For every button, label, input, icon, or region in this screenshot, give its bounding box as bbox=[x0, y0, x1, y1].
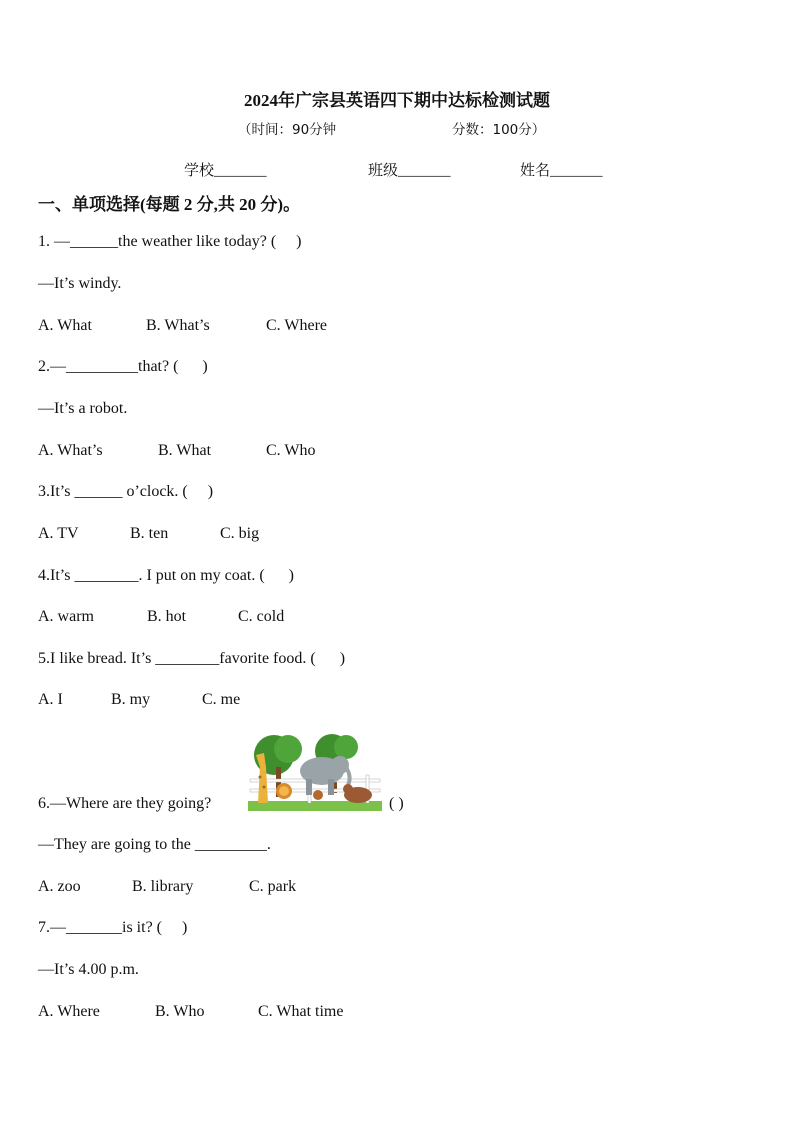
question-5-stem: 5.I like bread. It’s ________favorite food. ( ) bbox=[38, 650, 346, 667]
question-2-option-a: A. What’s bbox=[38, 442, 103, 459]
question-7-option-b: B. Who bbox=[155, 1003, 205, 1020]
question-7-answer: —It’s 4.00 p.m. bbox=[38, 961, 139, 978]
question-2-option-b: B. What bbox=[158, 442, 212, 459]
question-4-option-b: B. hot bbox=[147, 608, 187, 625]
question-6-option-c: C. park bbox=[249, 878, 297, 895]
question-6-stem: 6.—Where are they going? bbox=[38, 795, 212, 812]
time-limit: （时间：90分钟 bbox=[238, 122, 337, 138]
question-3-option-b: B. ten bbox=[130, 525, 169, 542]
question-3-option-c: C. big bbox=[220, 525, 260, 542]
question-1-answer: —It’s windy. bbox=[38, 275, 122, 292]
question-2-stem: 2.—_________that? ( ) bbox=[38, 358, 208, 375]
question-4-option-a: A. warm bbox=[38, 608, 94, 625]
question-6-option-a: A. zoo bbox=[38, 878, 81, 895]
question-5-option-c: C. me bbox=[202, 691, 241, 708]
question-3-stem: 3.It’s ______ o’clock. ( ) bbox=[38, 483, 214, 500]
question-7-stem: 7.—_______is it? ( ) bbox=[38, 919, 188, 936]
page-title: 2024年广宗县英语四下期中达标检测试题 bbox=[244, 91, 550, 110]
question-1-stem: 1. —______the weather like today? ( ) bbox=[38, 233, 302, 250]
class-field: 班级_______ bbox=[368, 163, 451, 179]
question-5-option-a: A. I bbox=[38, 691, 63, 708]
question-2-option-c: C. Who bbox=[266, 442, 316, 459]
question-7-option-a: A. Where bbox=[38, 1003, 100, 1020]
name-field: 姓名_______ bbox=[520, 163, 603, 179]
question-7-option-c: C. What time bbox=[258, 1003, 344, 1020]
question-6-option-b: B. library bbox=[132, 878, 194, 895]
question-5-option-b: B. my bbox=[111, 691, 151, 708]
section-heading: 一、单项选择(每题 2 分,共 20 分)。 bbox=[38, 195, 301, 214]
question-4-stem: 4.It’s ________. I put on my coat. ( ) bbox=[38, 567, 294, 584]
question-6-bracket: ( ) bbox=[389, 795, 404, 812]
question-2-answer: —It’s a robot. bbox=[38, 400, 128, 417]
total-score: 分数：100分） bbox=[452, 122, 546, 138]
question-3-option-a: A. TV bbox=[38, 525, 79, 542]
question-1-option-c: C. Where bbox=[266, 317, 328, 334]
question-1-option-a: A. What bbox=[38, 317, 92, 334]
zoo-animals-illustration bbox=[248, 733, 382, 811]
school-field: 学校_______ bbox=[184, 163, 267, 179]
question-4-option-c: C. cold bbox=[238, 608, 285, 625]
question-6-answer: —They are going to the _________. bbox=[38, 836, 271, 853]
question-1-option-b: B. What’s bbox=[146, 317, 210, 334]
